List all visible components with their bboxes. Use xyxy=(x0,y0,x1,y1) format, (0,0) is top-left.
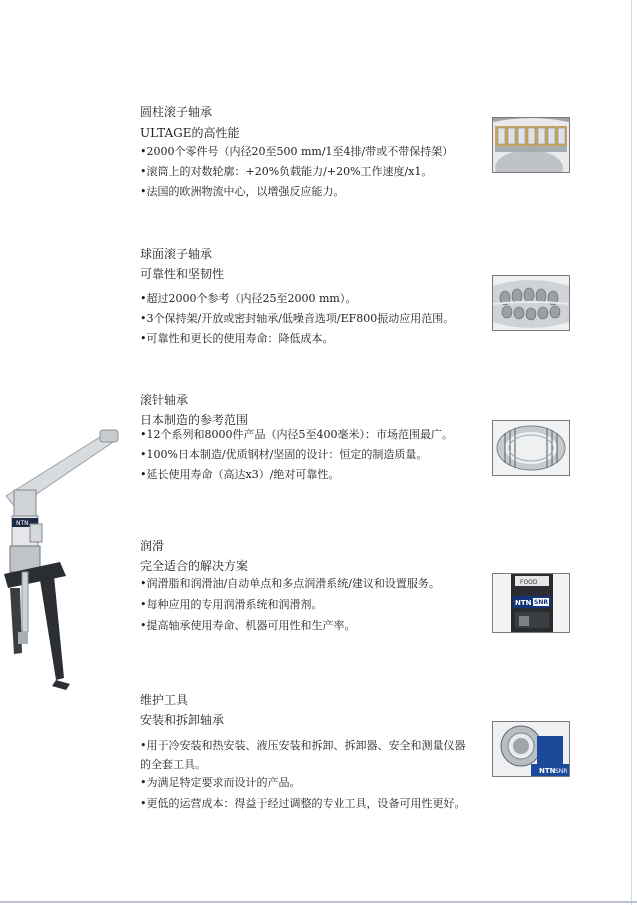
snr-label: SNR xyxy=(534,599,548,606)
section-title: 滚针轴承 xyxy=(140,393,189,407)
lubricant-cartridge-icon xyxy=(492,573,570,633)
bullet-item: •可靠性和更长的使用寿命：降低成本。 xyxy=(140,332,334,345)
bullet-item: •滚筒上的对数轮廓：+20%负载能力/+20%工作速度/x1。 xyxy=(140,165,433,178)
ntn-label: NTN xyxy=(515,599,532,607)
section-subtitle: 完全适合的解决方案 xyxy=(140,559,249,573)
section-subtitle: 可靠性和坚韧性 xyxy=(140,267,225,281)
snr-label: SNR xyxy=(555,768,568,775)
bullet-item: •用于冷安装和热安装、液压安装和拆卸、拆卸器、安全和测量仪器的全套工具。 xyxy=(140,739,466,771)
bullet-item: •超过2000个参考（内径25至2000 mm）。 xyxy=(140,292,357,305)
section-title: 润滑 xyxy=(140,539,165,553)
bullet-item: •每种应用的专用润滑系统和润滑剂。 xyxy=(140,598,323,611)
bullet-item: •更低的运营成本：得益于经过调整的专业工具，设备可用性更好。 xyxy=(140,797,466,810)
hydraulic-puller-tool-icon xyxy=(0,428,122,698)
section-title: 球面滚子轴承 xyxy=(140,247,213,261)
needle-roller-bearing-icon xyxy=(492,420,570,476)
bullet-item: •为满足特定要求而设计的产品。 xyxy=(140,776,301,789)
food-label: FOOD xyxy=(520,579,538,586)
svg-text:NTN: NTN xyxy=(16,520,29,527)
section-title: 维护工具 xyxy=(140,693,189,707)
bullet-item: •3个保持架/开放或密封轴承/低噪音选项/EF800振动应用范围。 xyxy=(140,312,455,325)
ntn-label: NTN xyxy=(539,767,556,775)
section-subtitle: 日本制造的参考范围 xyxy=(140,413,249,427)
bullet-item: •法国的欧洲物流中心，以增强反应能力。 xyxy=(140,185,345,198)
section-subtitle: 安装和拆卸轴承 xyxy=(140,713,225,727)
bullet-item: •润滑脂和润滑油/自动单点和多点润滑系统/建议和设置服务。 xyxy=(140,577,440,590)
section-title: 圆柱滚子轴承 xyxy=(140,105,213,119)
bearing-heater-tool-icon xyxy=(492,721,570,777)
page-bottom-rule xyxy=(0,901,637,903)
section-subtitle: ULTAGE的高性能 xyxy=(140,126,240,140)
bullet-item: •延长使用寿命（高达x3）/绝对可靠性。 xyxy=(140,468,340,481)
page-edge-rule xyxy=(631,0,632,905)
bullet-item: •2000个零件号（内径20至500 mm/1至4排/带或不带保持架） xyxy=(140,145,454,158)
cylindrical-roller-bearing-icon xyxy=(492,117,570,173)
bullet-item: •提高轴承使用寿命、机器可用性和生产率。 xyxy=(140,619,356,632)
bullet-item: •12个系列和8000件产品（内径5至400毫米）：市场范围最广。 xyxy=(140,428,453,441)
bullet-item: •100%日本制造/优质钢材/坚固的设计：恒定的制造质量。 xyxy=(140,448,428,461)
spherical-roller-bearing-icon xyxy=(492,275,570,331)
